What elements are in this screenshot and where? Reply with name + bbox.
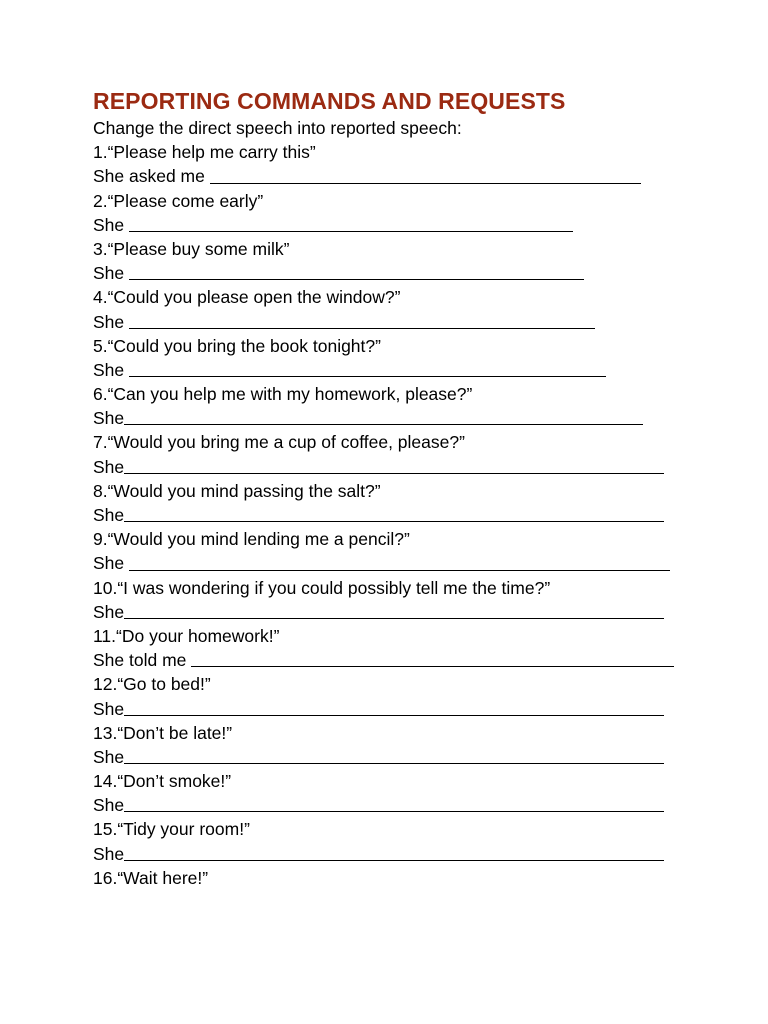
question-line [93, 672, 713, 696]
question-line [93, 334, 713, 358]
question-line [93, 285, 713, 309]
answer-line [93, 406, 713, 430]
question-line [93, 189, 713, 213]
answer-prompt: She [93, 263, 125, 284]
question-text: 7.“Would you bring me a cup of coffee, please?” [93, 432, 465, 453]
question-line [93, 140, 713, 164]
answer-prompt: She [93, 311, 125, 332]
question-line [93, 527, 713, 551]
answer-prompt: She [93, 601, 125, 622]
answer-line [93, 213, 713, 237]
answer-blank-input[interactable] [210, 183, 641, 184]
question-line [93, 624, 713, 648]
question-line [93, 817, 713, 841]
question-line [93, 866, 713, 890]
question-text: 14.“Don’t smoke!” [93, 771, 232, 792]
question-line [93, 237, 713, 261]
answer-line [93, 697, 713, 721]
answer-prompt: She [93, 795, 125, 816]
answer-blank-input[interactable] [124, 811, 664, 812]
question-text: 1.“Please help me carry this” [93, 142, 316, 163]
answer-line [93, 551, 713, 575]
answer-prompt: She [93, 746, 125, 767]
question-line [93, 769, 713, 793]
answer-line [93, 358, 713, 382]
answer-line [93, 793, 713, 817]
answer-line [93, 842, 713, 866]
answer-blank-input[interactable] [129, 376, 606, 377]
question-text: 8.“Would you mind passing the salt?” [93, 480, 381, 501]
answer-blank-input[interactable] [129, 328, 595, 329]
answer-prompt: She [93, 843, 125, 864]
question-line [93, 430, 713, 454]
question-line [93, 721, 713, 745]
worksheet [93, 86, 713, 890]
question-line [93, 382, 713, 406]
answer-blank-input[interactable] [129, 570, 670, 571]
question-text: 15.“Tidy your room!” [93, 819, 250, 840]
answer-prompt: She [93, 553, 125, 574]
instructions: Change the direct speech into reported speech: [93, 118, 462, 138]
answer-line [93, 261, 713, 285]
worksheet-title: REPORTING COMMANDS AND REQUESTS [93, 88, 566, 114]
answer-blank-input[interactable] [129, 279, 584, 280]
answer-prompt: She [93, 359, 125, 380]
answer-line [93, 455, 713, 479]
answer-prompt: She [93, 505, 125, 525]
answer-prompt: She [93, 214, 125, 235]
answer-prompt: She [93, 456, 125, 477]
answer-prompt: She told me [93, 650, 187, 671]
question-text: 11.“Do your homework!” [93, 625, 280, 646]
answer-blank-input[interactable] [124, 521, 664, 522]
answer-line [93, 745, 713, 769]
question-text: 9.“Would you mind lending me a pencil?” [93, 529, 410, 550]
question-text: 4.“Could you please open the window?” [93, 287, 401, 308]
answer-blank-input[interactable] [124, 763, 664, 764]
answer-prompt: She [93, 698, 125, 719]
answer-line [93, 164, 713, 188]
question-text: 16.“Wait here!” [93, 867, 209, 888]
answer-line [93, 648, 713, 672]
question-text: 3.“Please buy some milk” [93, 238, 290, 259]
answer-blank-input[interactable] [124, 473, 664, 474]
question-text: 5.“Could you bring the book tonight?” [93, 335, 381, 356]
question-text: 10.“I was wondering if you could possibly tell me the time?” [93, 577, 551, 598]
question-text: 6.“Can you help me with my homework, please?” [93, 384, 473, 405]
answer-blank-input[interactable] [124, 618, 664, 619]
question-line [93, 479, 713, 503]
answer-prompt: She asked me [93, 166, 205, 187]
answer-blank-input[interactable] [124, 715, 664, 716]
answer-blank-input[interactable] [124, 860, 664, 861]
answer-line [93, 310, 713, 334]
answer-blank-input[interactable] [129, 231, 573, 232]
answer-prompt: She [93, 408, 125, 429]
question-text: 12.“Go to bed!” [93, 674, 211, 695]
answer-blank-input[interactable] [191, 666, 674, 667]
question-text: 13.“Don’t be late!” [93, 722, 233, 743]
exercise-list [93, 140, 713, 890]
question-line [93, 576, 713, 600]
answer-blank-input[interactable] [124, 424, 643, 425]
question-text: 2.“Please come early” [93, 190, 264, 211]
answer-line [93, 600, 713, 624]
answer-line [93, 503, 713, 527]
